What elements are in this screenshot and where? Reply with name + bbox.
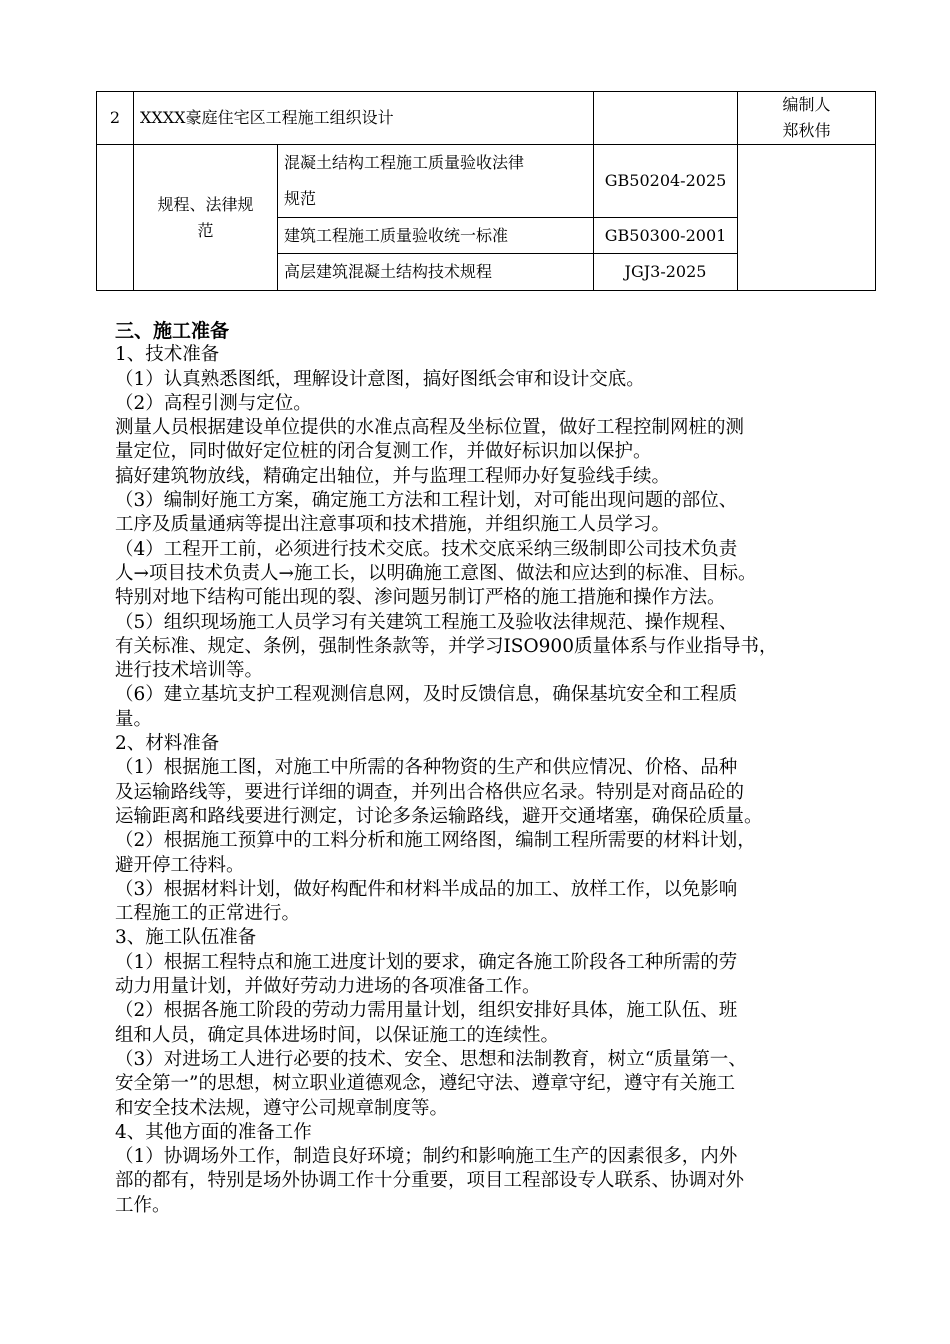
standard-name-cell: 建筑工程施工质量验收统一标准 (278, 218, 594, 254)
text-line: （2）根据各施工阶段的劳动力需用量计划，组织安排好具体，施工队伍、班 (115, 1000, 738, 1022)
text-line: 4、其他方面的准备工作 (115, 1121, 312, 1143)
text-line: 组和人员，确定具体进场时间，以保证施工的连续性。 (115, 1024, 560, 1046)
text-line: （3）对进场工人进行必要的技术、安全、思想和法制教育，树立“质量第一、 (115, 1048, 747, 1070)
standard-code-cell: GB50204-2025 (594, 145, 738, 218)
document-title-cell: XXXX豪庭住宅区工程施工组织设计 (134, 92, 594, 145)
row-number: 2 (97, 92, 134, 145)
text-line: （1）协调场外工作，制造良好环境；制约和影响施工生产的因素很多，内外 (115, 1146, 738, 1168)
text-line: 人→项目技术负责人→施工长，以明确施工意图、做法和应达到的标准、目标。 (115, 562, 757, 584)
text-line: 和安全技术法规，遵守公司规章制度等。 (115, 1097, 449, 1119)
text-line: 及运输路线等，要进行详细的调查，并列出合格供应名录。特别是对商品砼的 (115, 781, 745, 803)
text-line: （2）高程引测与定位。 (115, 392, 312, 414)
author-cell (738, 92, 876, 145)
text-line: 2、材料准备 (115, 733, 220, 755)
text-line: 量。 (115, 708, 153, 730)
text-line: （4）工程开工前，必须进行技术交底。技术交底采纳三级制即公司技术负责 (115, 538, 738, 560)
text-line: 避开停工待料。 (115, 854, 245, 876)
text-line: （1）根据施工图，对施工中所需的各种物资的生产和供应情况、价格、品种 (115, 757, 738, 779)
text-line: 工作。 (115, 1194, 171, 1216)
text-line: 有关标准、规定、条例，强制性条款等，并学习ISO900质量体系与作业指导书， (115, 635, 778, 657)
text-line: 搞好建筑物放线，精确定出轴位，并与监理工程师办好复验线手续。 (115, 465, 671, 487)
text-line: （3）根据材料计划，做好构配件和材料半成品的加工、放样工作，以免影响 (115, 878, 738, 900)
text-line: 3、施工队伍准备 (115, 927, 257, 949)
text-line: （1）根据工程特点和施工进度计划的要求，确定各施工阶段各工种所需的劳 (115, 951, 738, 973)
text-line: （2）根据施工预算中的工料分析和施工网络图，编制工程所需要的材料计划， (115, 830, 756, 852)
text-line: （3）编制好施工方案，确定施工方法和工程计划，对可能出现问题的部位、 (115, 490, 738, 512)
standard-name-line: 规范 (284, 189, 317, 208)
reference-table (96, 91, 876, 291)
text-line: （5）组织现场施工人员学习有关建筑工程施工及验收法律规范、操作规程、 (115, 611, 738, 633)
text-line: 1、技术准备 (115, 344, 220, 366)
empty-code-cell (594, 92, 738, 145)
body-text (115, 319, 905, 1218)
author-name: 郑秋伟 (782, 121, 831, 140)
text-line: 部的都有，特别是场外协调工作十分重要，项目工程部设专人联系、协调对外 (115, 1170, 745, 1192)
standard-code-cell: GB50300-2001 (594, 218, 738, 254)
empty-author-cell (738, 145, 876, 291)
text-line: 进行技术培训等。 (115, 660, 264, 682)
text-line: 安全第一”的思想，树立职业道德观念，遵纪守法、遵章守纪，遵守有关施工 (115, 1073, 735, 1095)
category-line: 范 (197, 220, 214, 240)
text-line: 特别对地下结构可能出现的裂、渗问题另制订严格的施工措施和操作方法。 (115, 587, 726, 609)
text-line: 工序及质量通病等提出注意事项和技术措施，并组织施工人员学习。 (115, 514, 671, 536)
standard-name-cell (278, 145, 594, 218)
table-row (97, 145, 876, 218)
text-line: 工程施工的正常进行。 (115, 903, 301, 925)
paragraph-lines (115, 343, 905, 1218)
text-line: 运输距离和路线要进行测定，讨论多条运输路线，避开交通堵塞，确保砼质量。 (115, 805, 763, 827)
category-cell (134, 145, 278, 291)
empty-number-cell (97, 145, 134, 291)
text-line: 动力用量计划，并做好劳动力进场的各项准备工作。 (115, 976, 541, 998)
category-line: 规程、法律规 (157, 194, 254, 214)
section-heading: 三、施工准备 (115, 320, 230, 342)
table-row (97, 92, 876, 145)
text-line: 测量人员根据建设单位提供的水准点高程及坐标位置，做好工程控制网桩的测 (115, 417, 745, 439)
text-line: 量定位，同时做好定位桩的闭合复测工作，并做好标识加以保护。 (115, 441, 652, 463)
standard-code-cell: JGJ3-2025 (594, 254, 738, 291)
standard-name-cell: 高层建筑混凝土结构技术规程 (278, 254, 594, 291)
text-line: （1）认真熟悉图纸，理解设计意图，搞好图纸会审和设计交底。 (115, 368, 645, 390)
standard-name-line: 混凝土结构工程施工质量验收法律 (284, 153, 525, 172)
text-line: （6）建立基坑支护工程观测信息网，及时反馈信息，确保基坑安全和工程质 (115, 684, 738, 706)
author-label: 编制人 (782, 95, 831, 114)
